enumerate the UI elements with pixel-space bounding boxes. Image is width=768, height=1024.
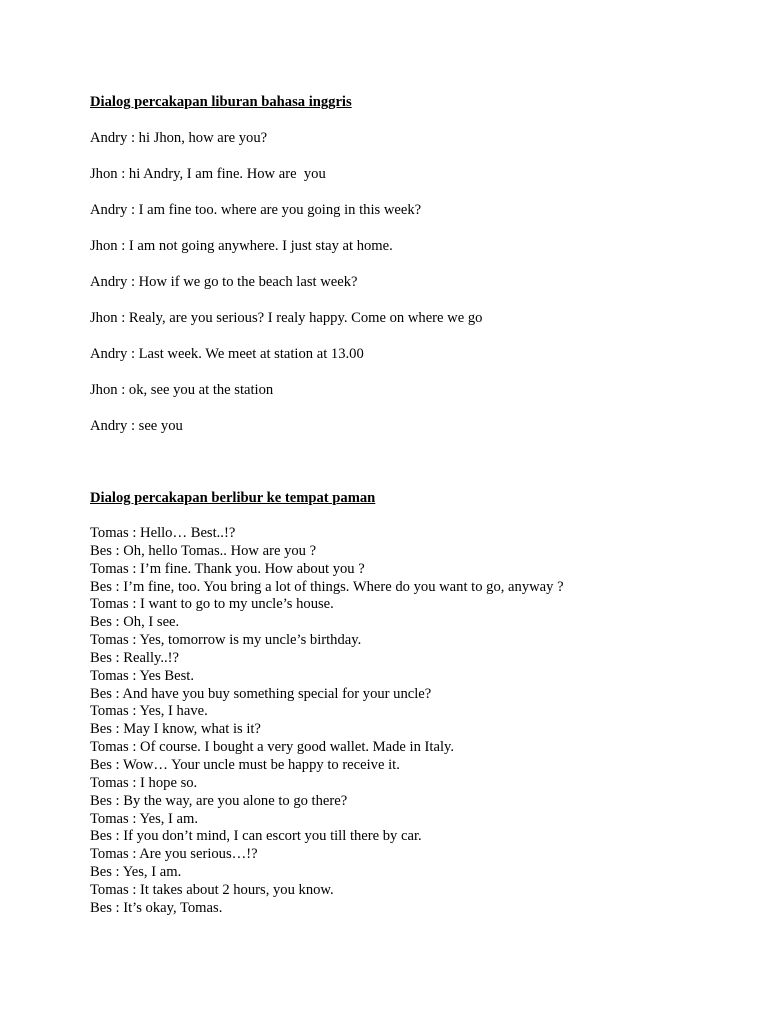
dialog-line: Bes : Oh, hello Tomas.. How are you ? — [90, 542, 317, 559]
dialog-line: Tomas : Yes Best. — [90, 667, 194, 684]
dialog-line: Bes : It’s okay, Tomas. — [90, 899, 223, 916]
dialog-line: Tomas : I hope so. — [90, 774, 198, 791]
dialog-line: Tomas : Are you serious…!? — [90, 846, 258, 863]
section-heading: Dialog percakapan berlibur ke tempat paman — [90, 490, 376, 506]
dialog-line: Tomas : Yes, tomorrow is my uncle’s birthday. — [90, 632, 362, 649]
dialog-line: Jhon : hi Andry, I am fine. How are you — [90, 166, 326, 182]
dialog-line: Bes : Really..!? — [90, 649, 180, 666]
dialog-line: Bes : Oh, I see. — [90, 614, 180, 631]
dialog-line: Bes : And have you buy something special for your uncle? — [90, 685, 432, 702]
dialog-line: Andry : How if we go to the beach last week? — [90, 274, 358, 290]
dialog-line: Tomas : Yes, I have. — [90, 703, 208, 720]
dialog-line: Tomas : Yes, I am. — [90, 810, 199, 827]
dialog-line: Andry : Last week. We meet at station at 13.00 — [90, 346, 364, 362]
dialog-line: Andry : I am fine too. where are you going in this week? — [90, 202, 422, 218]
dialog-section-uncle — [90, 489, 730, 918]
section-heading: Dialog percakapan liburan bahasa inggris — [90, 94, 352, 110]
dialog-line: Tomas : Of course. I bought a very good wallet. Made in Italy. — [90, 739, 454, 756]
dialog-line: Tomas : I want to go to my uncle’s house. — [90, 596, 334, 613]
dialog-line: Bes : May I know, what is it? — [90, 721, 261, 738]
dialog-line: Jhon : Realy, are you serious? I realy happy. Come on where we go — [90, 310, 483, 326]
dialog-line: Tomas : I’m fine. Thank you. How about you ? — [90, 560, 365, 577]
dialog-line: Tomas : Hello… Best..!? — [90, 525, 236, 541]
dialog-line: Andry : hi Jhon, how are you? — [90, 130, 268, 146]
dialog-line: Bes : Wow… Your uncle must be happy to receive it. — [90, 756, 400, 773]
dialog-line: Bes : If you don’t mind, I can escort you till there by car. — [90, 828, 422, 845]
dialog-line: Bes : Yes, I am. — [90, 864, 182, 881]
dialog-line: Jhon : ok, see you at the station — [90, 382, 274, 398]
dialog-section-holiday — [90, 93, 730, 435]
dialog-line: Andry : see you — [90, 418, 183, 434]
dialog-line: Bes : By the way, are you alone to go there? — [90, 792, 348, 809]
dialog-line: Tomas : It takes about 2 hours, you know. — [90, 881, 334, 898]
dialog-line: Bes : I’m fine, too. You bring a lot of things. Where do you want to go, anyway ? — [90, 578, 564, 595]
document-page — [90, 93, 730, 918]
dialog-line: Jhon : I am not going anywhere. I just stay at home. — [90, 238, 393, 254]
